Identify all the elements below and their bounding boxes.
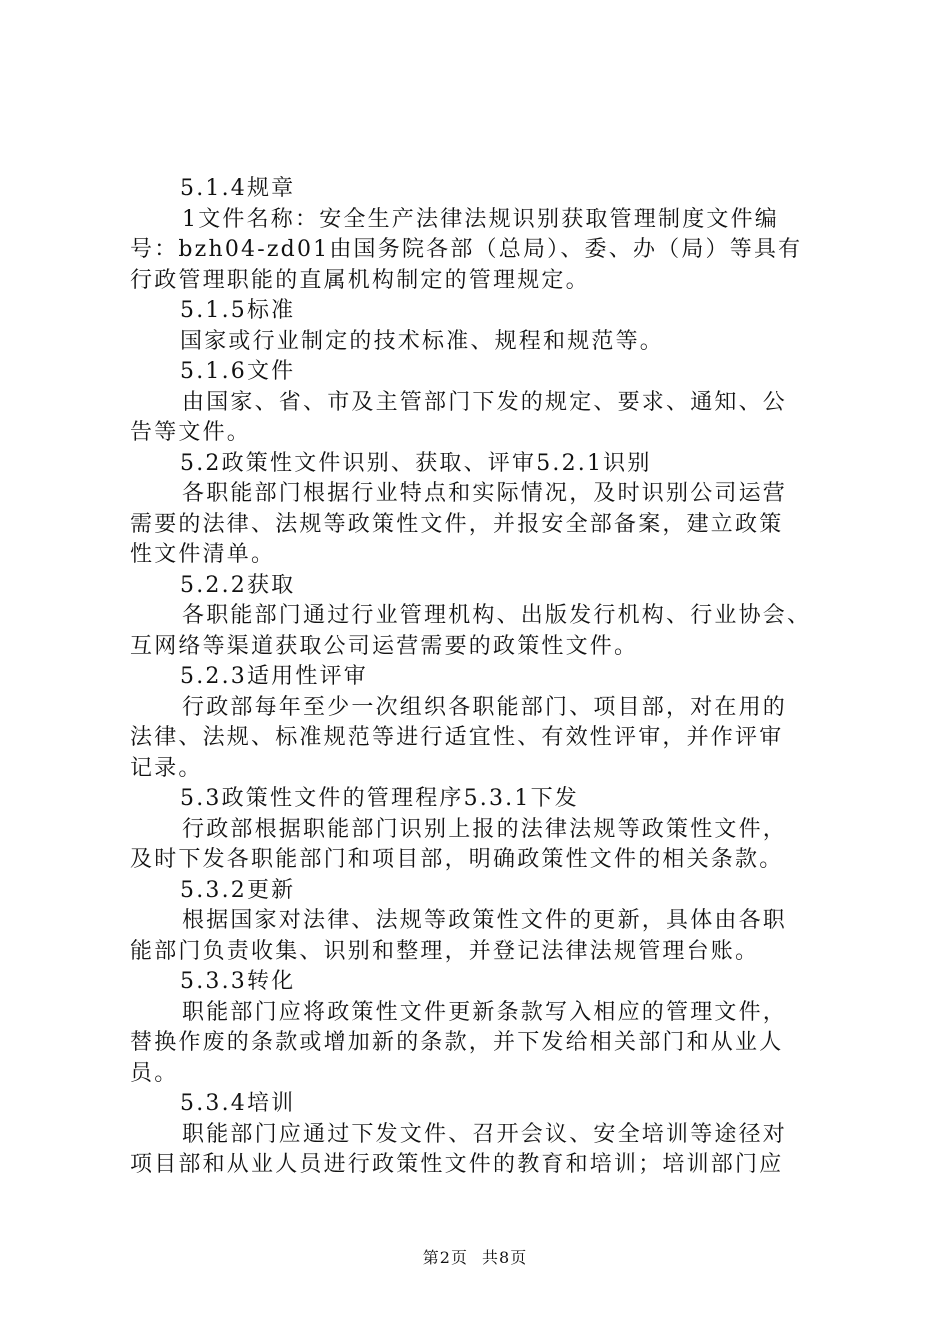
- paragraph-line: 行政管理职能的直属机构制定的管理规定。: [130, 267, 590, 293]
- paragraph-line: 需要的法律、法规等政策性文件，并报安全部备案，建立政策: [130, 511, 784, 537]
- paragraph-line: 根据国家对法律、法规等政策性文件的更新，具体由各职: [182, 908, 788, 933]
- paragraph-line: 行政部根据职能部门识别上报的法律法规等政策性文件，: [182, 816, 788, 842]
- section-heading-5-3-3: 5.3.3转化: [180, 969, 296, 994]
- paragraph-line: 号：bzh04-zd01由国务院各部（总局）、委、办（局）等具有: [130, 237, 803, 262]
- paragraph-line: 能部门负责收集、识别和整理，并登记法律法规管理台账。: [130, 938, 760, 964]
- section-heading-5-2: 5.2政策性文件识别、获取、评审5.2.1识别: [180, 450, 652, 476]
- section-heading-5-3-2: 5.3.2更新: [180, 877, 296, 903]
- paragraph-line: 及时下发各职能部门和项目部，明确政策性文件的相关条款。: [130, 847, 784, 872]
- paragraph-line: 替换作废的条款或增加新的条款，并下发给相关部门和从业人: [130, 1030, 784, 1055]
- section-heading-5-1-4: 5.1.4规章: [180, 176, 296, 201]
- paragraph-line: 国家或行业制定的技术标准、规程和规范等。: [180, 328, 665, 354]
- paragraph-line: 各职能部门根据行业特点和实际情况，及时识别公司运营: [182, 481, 788, 506]
- paragraph-line: 性文件清单。: [130, 542, 276, 567]
- section-heading-5-1-5: 5.1.5标准: [180, 298, 296, 323]
- page-footer: [0, 1245, 950, 1268]
- paragraph-line: 职能部门应将政策性文件更新条款写入相应的管理文件，: [182, 999, 788, 1025]
- page-number: 第2页: [422, 1248, 468, 1267]
- paragraph-line: 1文件名称：安全生产法律法规识别获取管理制度文件编: [182, 206, 779, 232]
- paragraph-line: 员。: [130, 1060, 179, 1086]
- page-total: 共8页: [482, 1248, 528, 1267]
- section-heading-5-3: 5.3政策性文件的管理程序5.3.1下发: [180, 786, 579, 811]
- paragraph-line: 由国家、省、市及主管部门下发的规定、要求、通知、公: [182, 389, 788, 415]
- paragraph-line: 行政部每年至少一次组织各职能部门、项目部，对在用的: [182, 694, 788, 720]
- paragraph-line: 法律、法规、标准规范等进行适宜性、有效性评审，并作评审: [130, 725, 784, 750]
- section-heading-5-3-4: 5.3.4培训: [180, 1091, 296, 1116]
- paragraph-line: 各职能部门通过行业管理机构、出版发行机构、行业协会、: [182, 603, 812, 628]
- paragraph-line: 告等文件。: [130, 420, 252, 445]
- paragraph-line: 项目部和从业人员进行政策性文件的教育和培训；培训部门应: [130, 1152, 784, 1177]
- document-body: [130, 174, 830, 1181]
- paragraph-line: 互网络等渠道获取公司运营需要的政策性文件。: [130, 633, 639, 659]
- section-heading-5-1-6: 5.1.6文件: [180, 359, 296, 384]
- section-heading-5-2-3: 5.2.3适用性评审: [180, 664, 368, 689]
- paragraph-line: 职能部门应通过下发文件、召开会议、安全培训等途径对: [182, 1121, 788, 1147]
- paragraph-line: 记录。: [130, 755, 203, 781]
- section-heading-5-2-2: 5.2.2获取: [180, 572, 296, 598]
